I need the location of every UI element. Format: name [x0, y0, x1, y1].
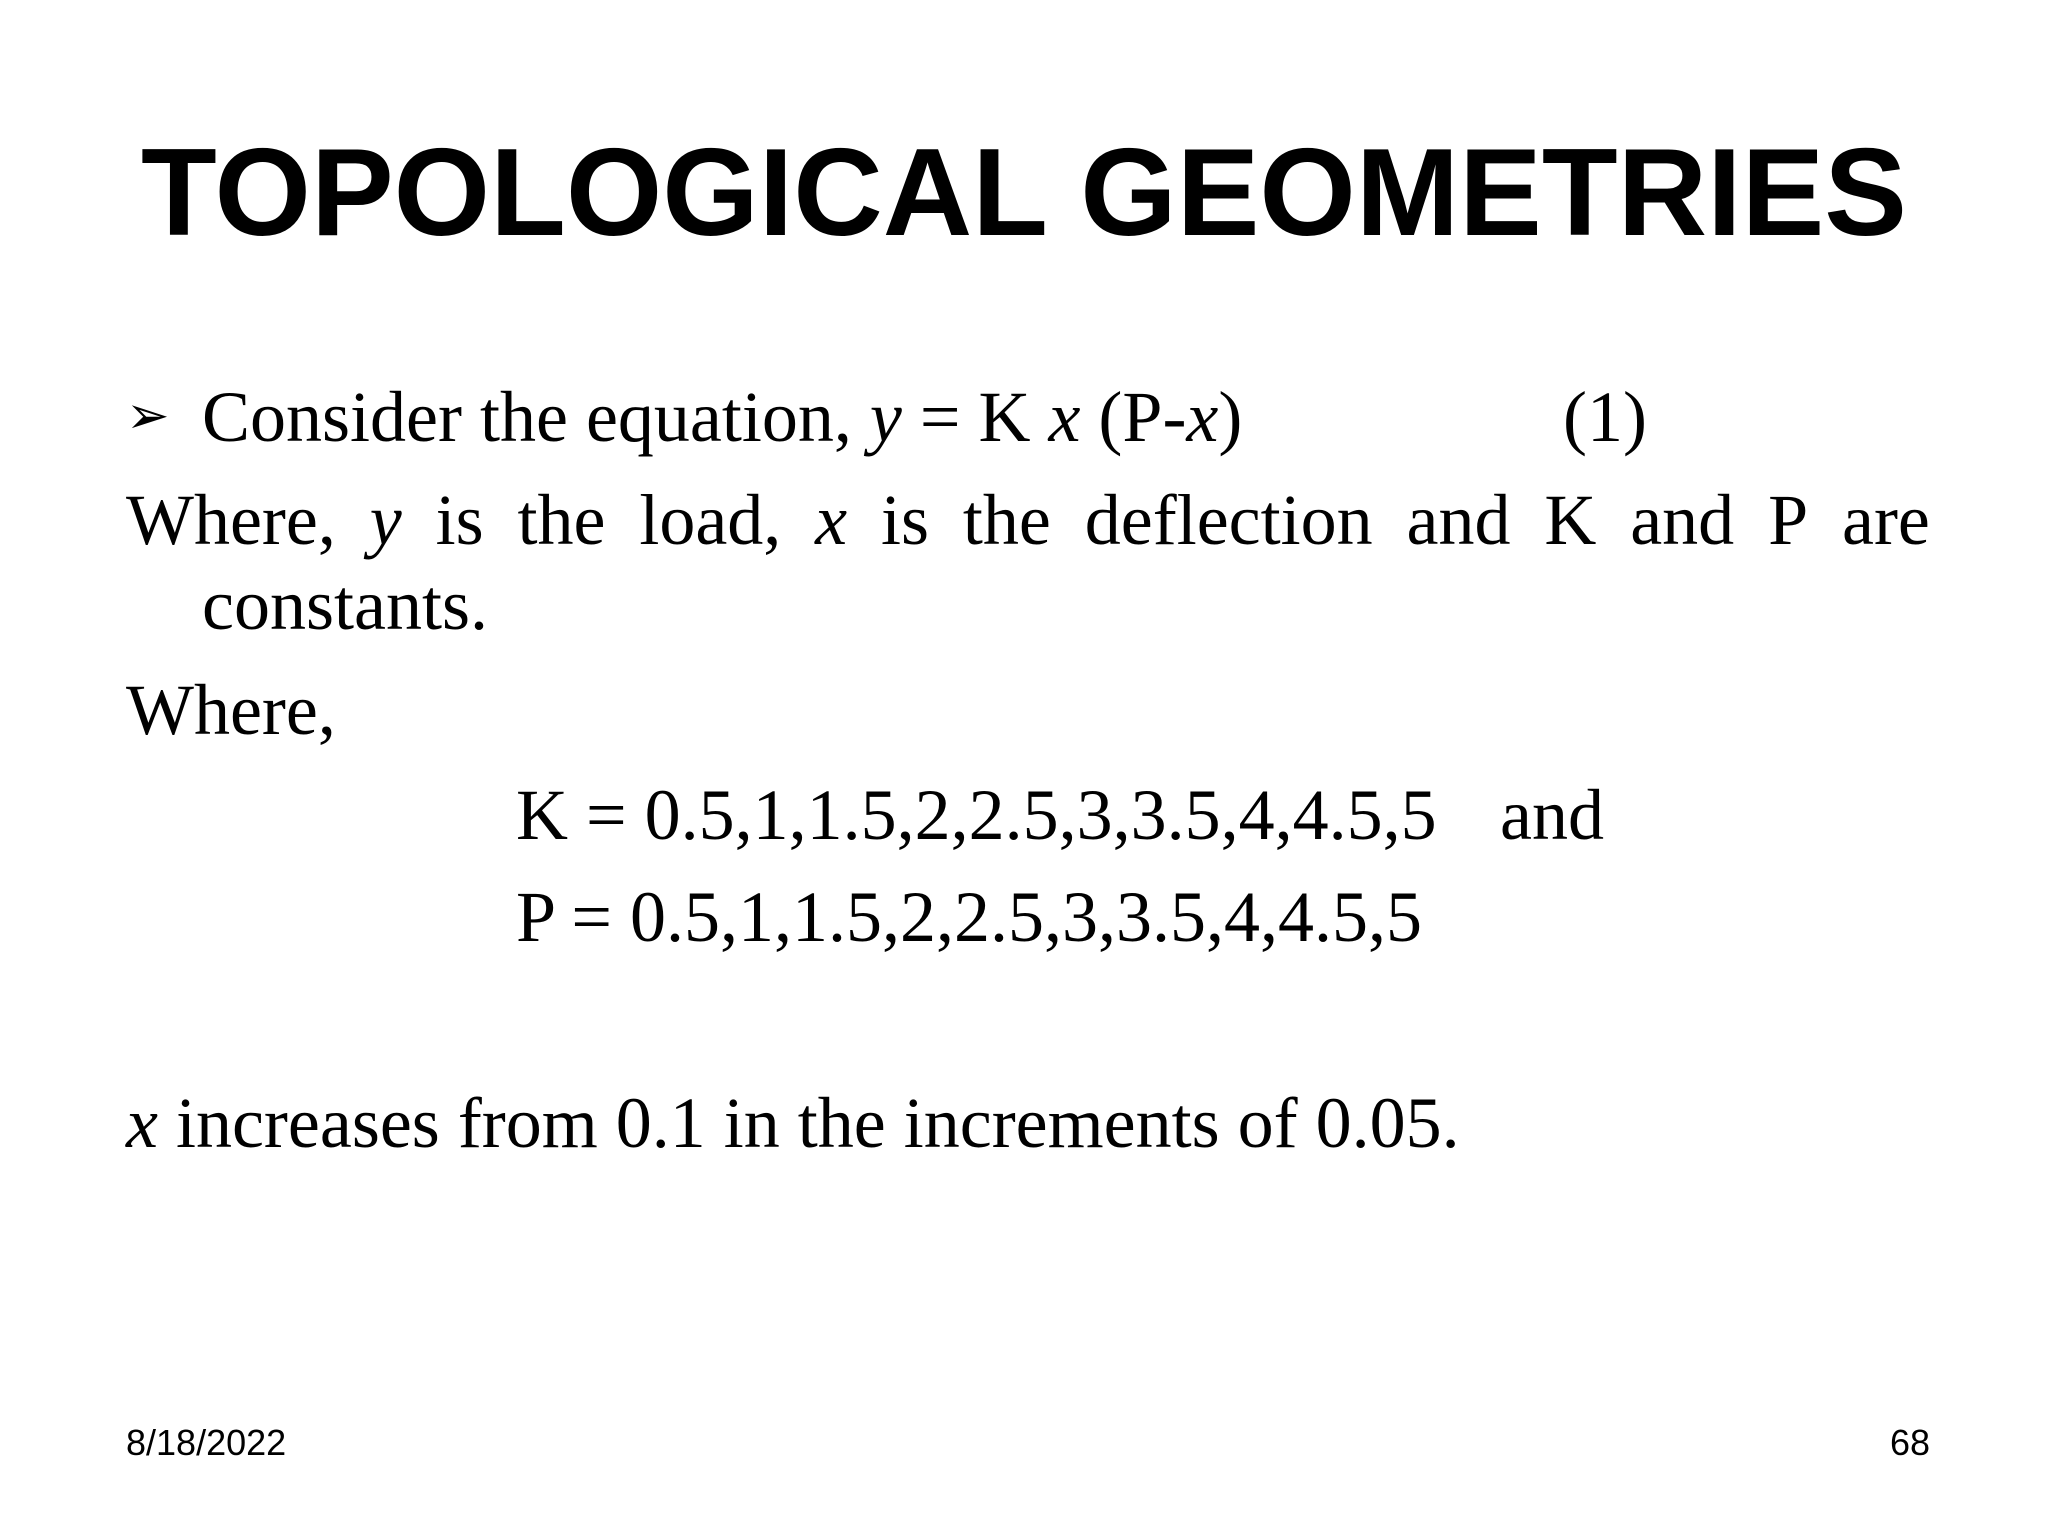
eq-var-x: x	[1048, 377, 1081, 457]
where-word: Where,	[126, 480, 336, 560]
eq-var-y: y	[869, 377, 902, 457]
eq-var-x-inner: x	[1186, 377, 1219, 457]
where-word: are	[1841, 480, 1930, 560]
x-increment-line	[126, 1080, 1460, 1166]
equation-bullet	[126, 374, 1242, 460]
where-word: the	[517, 480, 606, 560]
where-word: K	[1544, 480, 1597, 560]
eq-mid: = K	[919, 377, 1031, 457]
eq-close: )	[1218, 377, 1243, 457]
p-values: P = 0.5,1,1.5,2,2.5,3,3.5,4,4.5,5	[516, 877, 1422, 957]
where-word: deflection	[1084, 480, 1373, 560]
where-description-line	[126, 477, 1930, 563]
k-values: K = 0.5,1,1.5,2,2.5,3,3.5,4,4.5,5	[516, 775, 1437, 855]
arrow-bullet-icon: ➢	[126, 388, 170, 445]
where-continuation: constants.	[202, 565, 488, 645]
bullet-prefix: Consider the equation,	[202, 377, 852, 457]
where-word: the	[962, 480, 1051, 560]
where-word: load,	[639, 480, 782, 560]
footer-date: 8/18/2022	[126, 1422, 287, 1463]
equation-number: (1)	[1563, 377, 1647, 457]
where-word: and	[1406, 480, 1511, 560]
x-increment-text: increases from 0.1 in the increments of 0.05.	[157, 1083, 1460, 1163]
where-var-x: x	[815, 480, 848, 560]
slide-title: TOPOLOGICAL GEOMETRIES	[140, 124, 1908, 262]
page-number: 68	[1889, 1422, 1930, 1463]
x-var: x	[126, 1083, 158, 1163]
where-heading: Where,	[126, 670, 336, 750]
where-word: P	[1768, 480, 1809, 560]
where-word: and	[1630, 480, 1735, 560]
where-var-y: y	[369, 480, 402, 560]
where-word: is	[881, 480, 930, 560]
k-and: and	[1500, 775, 1604, 855]
eq-p-open: (P-	[1098, 377, 1187, 457]
where-word: is	[435, 480, 484, 560]
